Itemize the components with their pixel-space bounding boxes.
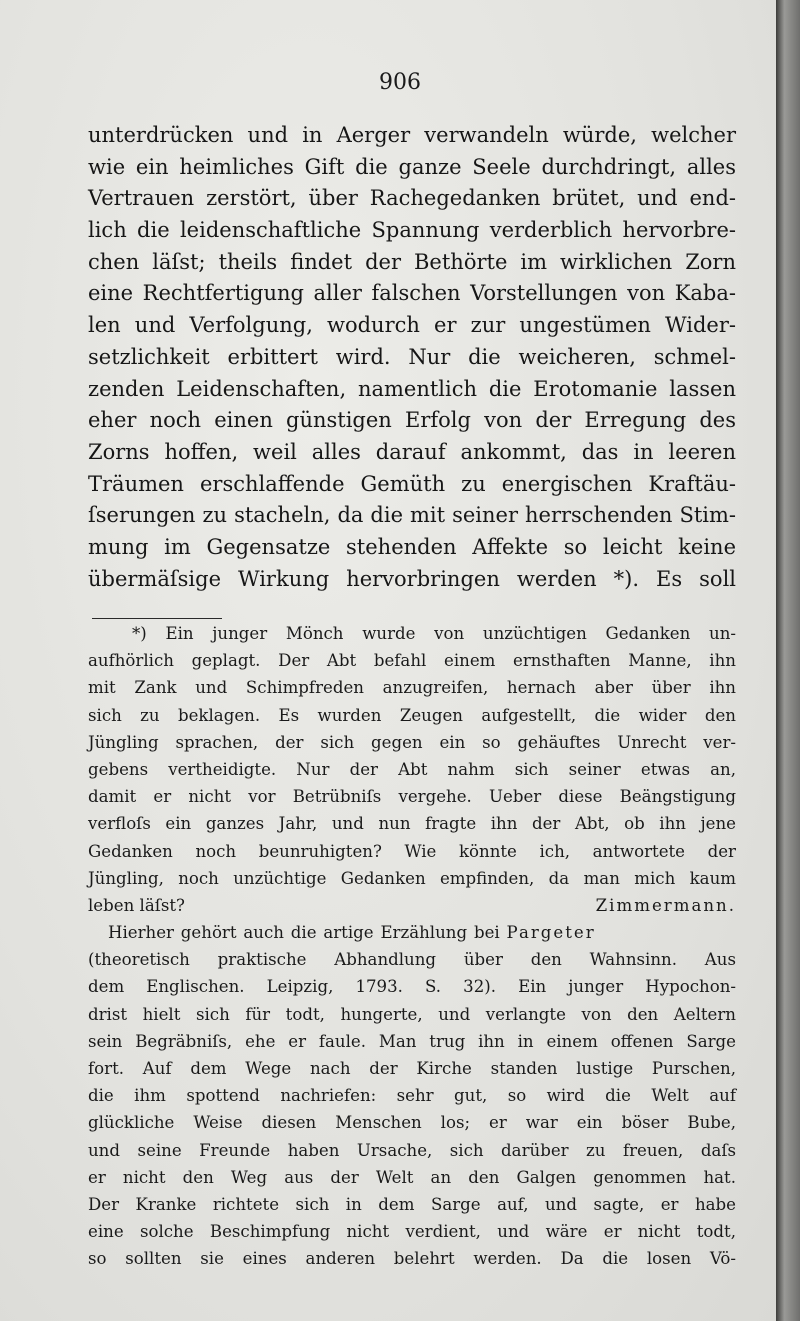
note2-line: die ihm spottend nachriefen: sehr gut, so wird die Welt auf (88, 1086, 736, 1106)
note2-line: fort. Auf dem Wege nach der Kirche standen lustige Purschen, (88, 1059, 736, 1078)
page-number: 906 (379, 70, 421, 95)
note2-line: glückliche Weise diesen Menschen los; er war ein böser Bube, (88, 1113, 736, 1133)
text-line: len und Verfolgung, wodurch er zur ungestümen Wider- (88, 313, 736, 338)
footnote-line: Gedanken noch beunruhigten? Wie könnte ich, antwortete der (88, 841, 736, 861)
footnote-line: Jüngling, noch unzüchtige Gedanken empfinden, da man mich kaum (88, 868, 736, 888)
main-text-block (88, 120, 736, 595)
text-line: mung im Gegensatze stehenden Affekte so leicht keine (88, 534, 736, 559)
footnote-line: sich zu beklagen. Es wurden Zeugen aufgestellt, die wider den (88, 705, 736, 725)
footnote-line: Jüngling sprachen, der sich gegen ein so gehäuftes Unrecht ver- (88, 732, 736, 752)
text-line: Träumen erschlaffende Gemüth zu energischen Kraftäu- (88, 471, 736, 496)
note2-line: und seine Freunde haben Ursache, sich darüber zu freuen, daſs (88, 1140, 736, 1160)
footnote-line: gebens vertheidigte. Nur der Abt nahm sich seiner etwas an, (88, 759, 736, 779)
text-line: eine Rechtfertigung aller falschen Vorstellungen von Kaba- (88, 281, 736, 306)
text-line: ſserungen zu stacheln, da die mit seiner herrschenden Stim- (88, 503, 736, 528)
note2-line: so sollten sie eines anderen belehrt werden. Da die losen Vö- (88, 1249, 736, 1269)
note2-first-line (88, 919, 736, 946)
text-line: setzlichkeit erbittert wird. Nur die weicheren, schmel- (88, 344, 736, 369)
footnote-last-text: leben läſst? (88, 895, 185, 915)
text-line: Vertrauen zerstört, über Rachegedanken brütet, und end- (88, 186, 736, 211)
text-line: übermäſsige Wirkung hervorbringen werden *). Es soll (88, 566, 736, 591)
note2-line: (theoretisch praktische Abhandlung über den Wahnsinn. Aus (88, 950, 736, 970)
text-line: unterdrücken und in Aerger verwandeln würde, welcher (88, 123, 736, 147)
book-binding-edge (776, 0, 800, 1321)
note2-line: dem Englischen. Leipzig, 1793. S. 32). Ein junger Hypochon- (88, 977, 736, 997)
footnote-block (88, 620, 736, 1273)
text-line: eher noch einen günstigen Erfolg von der Erregung des (88, 408, 736, 433)
note2-line: drist hielt sich für todt, hungerte, und verlangte von den Aeltern (88, 1004, 736, 1024)
text-line: zenden Leidenschaften, namentlich die Erotomanie lassen (88, 376, 736, 401)
text-line: lich die leidenschaftliche Spannung verderblich hervorbre- (88, 218, 736, 243)
note2-line: sein Begräbniſs, ehe er faule. Man trug ihn in einem offenen Sarge (88, 1031, 736, 1051)
note2-line: Der Kranke richtete sich in dem Sarge auf, und sagte, er habe (88, 1194, 736, 1214)
footnote-divider (92, 618, 222, 619)
note2-first-text: Hierher gehört auch die artige Erzählung bei (108, 923, 507, 943)
note2-line: eine solche Beschimpfung nicht verdient, und wäre er nicht todt, (88, 1222, 736, 1242)
footnote-line: verfloſs ein ganzes Jahr, und nun fragte ihn der Abt, ob ihn jene (88, 814, 736, 834)
footnote-line: *) Ein junger Mönch wurde von unzüchtigen Gedanken un- (132, 624, 736, 643)
note2-line: er nicht den Weg aus der Welt an den Galgen genommen hat. (88, 1167, 736, 1187)
footnote-line: aufhörlich geplagt. Der Abt befahl einem ernsthaften Manne, ihn (88, 651, 736, 671)
text-line: wie ein heimliches Gift die ganze Seele durchdringt, alles (88, 154, 736, 179)
note2-author: Pargeter (506, 923, 596, 943)
footnote-line: mit Zank und Schimpfreden anzugreifen, hernach aber über ihn (88, 678, 736, 698)
footnote-last-line (88, 892, 736, 919)
text-line: Zorns hoffen, weil alles darauf ankommt, das in leeren (88, 439, 736, 464)
footnote-signature: Zimmermann. (595, 895, 736, 915)
text-line: chen läſst; theils findet der Bethörte im wirklichen Zorn (88, 249, 736, 274)
footnote-line: damit er nicht vor Betrübniſs vergehe. Ueber diese Beängstigung (88, 787, 736, 807)
